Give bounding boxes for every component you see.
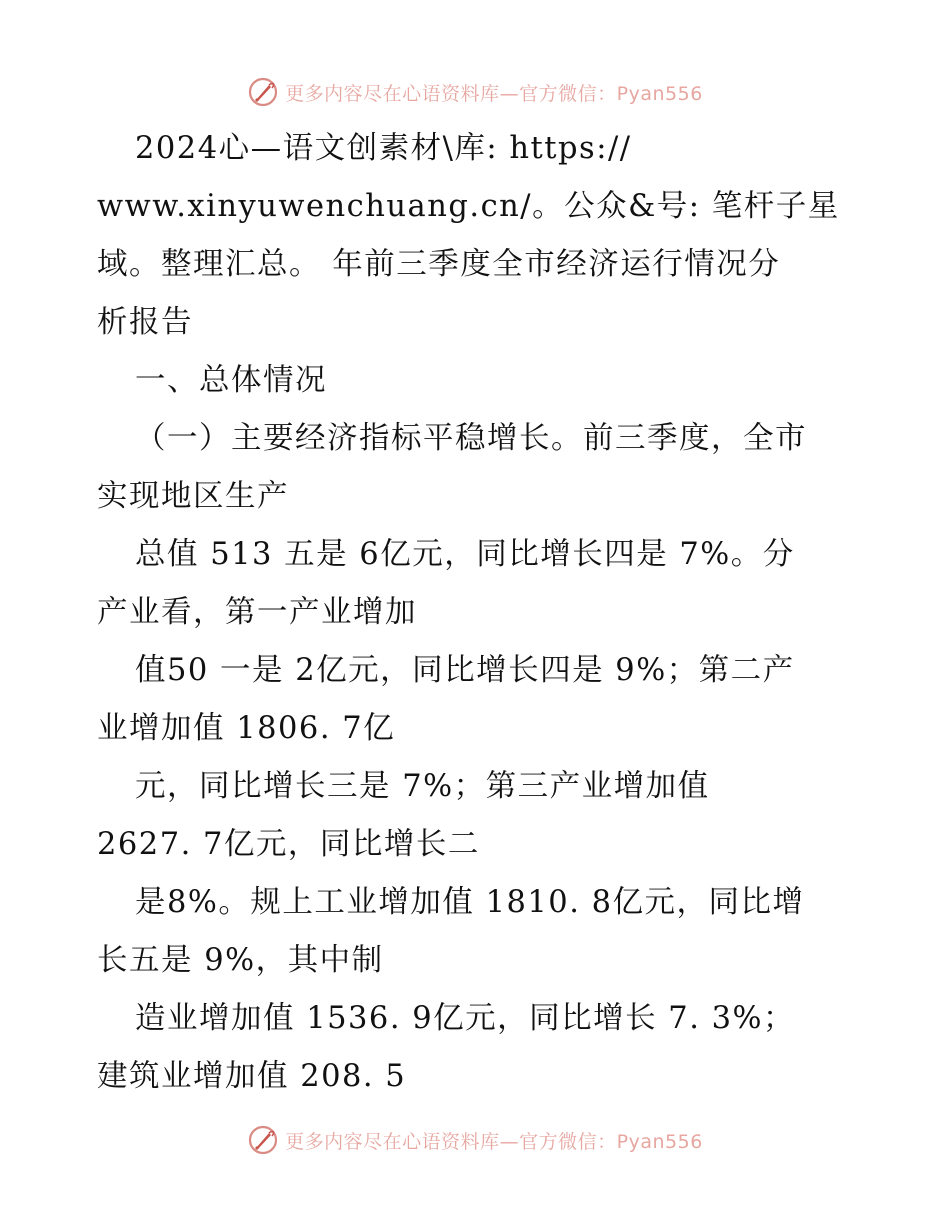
text-line: 析报告	[97, 305, 193, 340]
text-line: 造业增加值 1536. 9亿元，同比增长 7. 3%；	[135, 1001, 795, 1036]
document-body	[97, 120, 857, 1106]
footer-watermark	[0, 1120, 950, 1160]
quill-pen-logo-icon	[247, 1124, 279, 1156]
section-heading: 一、总体情况	[135, 363, 327, 398]
text-line: 总值 513 五是 6亿元，同比增长四是 7%。分	[135, 537, 795, 572]
text-line: 长五是 9%，其中制	[97, 943, 384, 978]
header-watermark	[0, 72, 950, 112]
text-line: 2627. 7亿元，同比增长二	[97, 827, 480, 862]
quill-pen-logo-icon	[247, 76, 279, 108]
text-line: 实现地区生产	[97, 479, 289, 514]
text-line: 建筑业增加值 208. 5	[97, 1059, 407, 1094]
text-line: 域。整理汇总。 年前三季度全市经济运行情况分	[97, 247, 781, 282]
text-line: （一）主要经济指标平稳增长。前三季度，全市	[135, 421, 807, 456]
watermark-group	[247, 76, 703, 108]
watermark-text: 更多内容尽在心语资料库—官方微信：Pyan556	[285, 1130, 703, 1153]
text-line: www.xinyuwenchuang.cn/。公众&号: 笔杆子星	[97, 189, 840, 224]
text-line: 产业看，第一产业增加	[97, 595, 417, 630]
text-line: 2024心—语文创素材\库: https://	[135, 131, 632, 166]
watermark-group	[247, 1124, 703, 1156]
watermark-text: 更多内容尽在心语资料库—官方微信：Pyan556	[285, 82, 703, 105]
text-line: 值50 一是 2亿元，同比增长四是 9%；第二产	[135, 653, 795, 688]
text-line: 是8%。规上工业增加值 1810. 8亿元，同比增	[135, 885, 805, 920]
text-line: 业增加值 1806. 7亿	[97, 711, 396, 746]
text-line: 元，同比增长三是 7%；第三产业增加值	[135, 769, 710, 804]
